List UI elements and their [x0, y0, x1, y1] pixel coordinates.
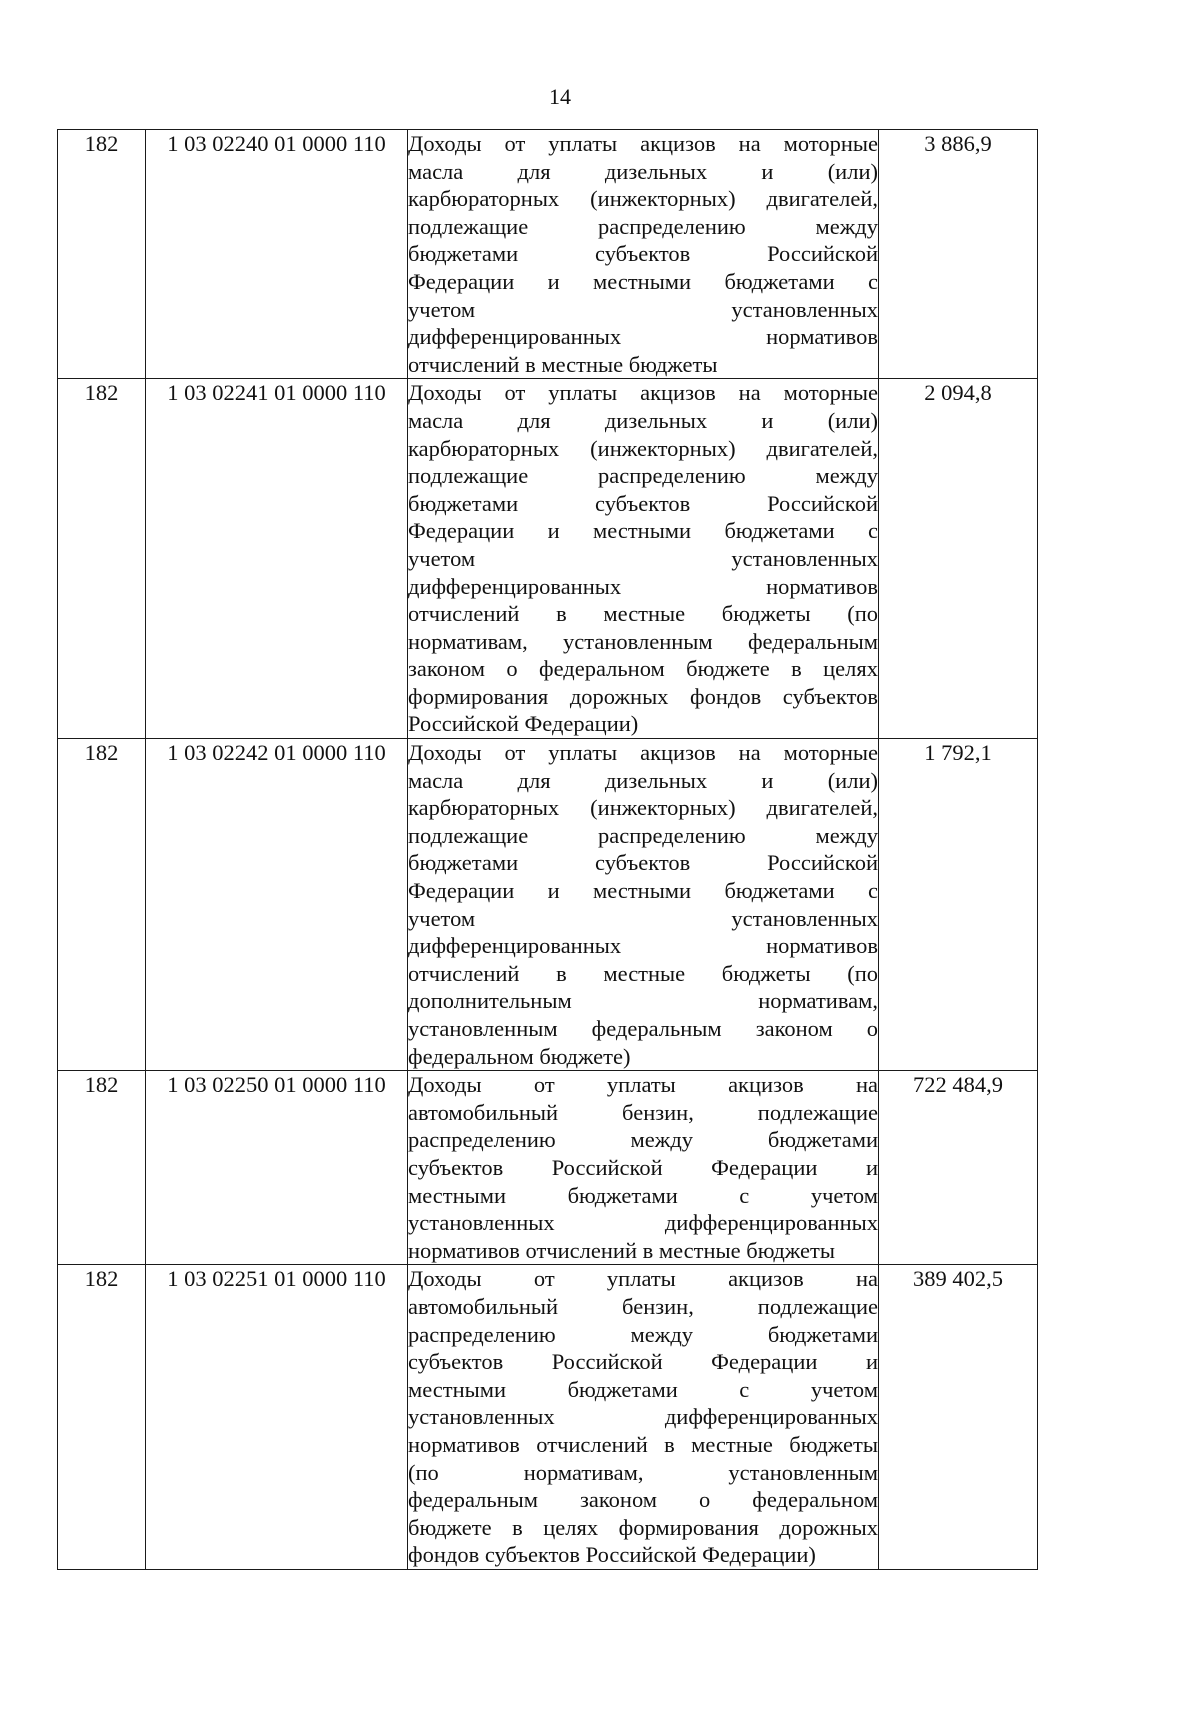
admin-code-cell: 182 [58, 130, 146, 379]
description-line: местными бюджетами с учетом [408, 1376, 878, 1402]
description-line: формирования дорожных фондов субъектов [408, 683, 878, 709]
revenue-description-cell [408, 130, 879, 379]
description-line: дифференцированных нормативов [408, 573, 878, 599]
amount-cell: 2 094,8 [879, 379, 1038, 739]
amount-cell: 389 402,5 [879, 1265, 1038, 1570]
budget-classification-code-cell: 1 03 02240 01 0000 110 [146, 130, 408, 379]
description-line: дифференцированных нормативов [408, 324, 878, 350]
revenue-description-cell [408, 1071, 879, 1265]
revenue-table-body [58, 130, 1038, 1570]
table-row [58, 1071, 1038, 1265]
description-line: субъектов Российской Федерации и [408, 1154, 878, 1180]
description-line: Доходы от уплаты акцизов на моторные [408, 380, 878, 406]
description-line: субъектов Российской Федерации и [408, 1349, 878, 1375]
description-line: Доходы от уплаты акцизов на [408, 1266, 878, 1292]
description-line: отчислений в местные бюджеты [408, 351, 718, 377]
description-line: распределению между бюджетами [408, 1321, 878, 1347]
description-line: Доходы от уплаты акцизов на моторные [408, 740, 878, 766]
description-line: бюджетами субъектов Российской [408, 850, 878, 876]
budget-classification-code-cell: 1 03 02242 01 0000 110 [146, 739, 408, 1071]
revenue-description-cell [408, 739, 879, 1071]
description-line: бюджетами субъектов Российской [408, 490, 878, 516]
admin-code-cell: 182 [58, 1265, 146, 1570]
table-row [58, 130, 1038, 379]
description-line: фондов субъектов Российской Федерации) [408, 1542, 816, 1568]
description-line: карбюраторных (инжекторных) двигателей, [408, 186, 878, 212]
description-line: автомобильный бензин, подлежащие [408, 1293, 878, 1319]
description-line: отчислений в местные бюджеты (по [408, 601, 878, 627]
description-line: дифференцированных нормативов [408, 933, 878, 959]
description-line: Доходы от уплаты акцизов на [408, 1072, 878, 1098]
admin-code-cell: 182 [58, 739, 146, 1071]
description-line: подлежащие распределению между [408, 822, 878, 848]
description-line: автомобильный бензин, подлежащие [408, 1099, 878, 1125]
description-line: распределению между бюджетами [408, 1127, 878, 1153]
description-line: Федерации и местными бюджетами с [408, 878, 878, 904]
revenue-description-cell [408, 1265, 879, 1570]
description-line: федеральном бюджете) [408, 1043, 631, 1069]
amount-cell: 722 484,9 [879, 1071, 1038, 1265]
description-line: карбюраторных (инжекторных) двигателей, [408, 435, 878, 461]
description-line: подлежащие распределению между [408, 463, 878, 489]
description-line: Российской Федерации) [408, 711, 639, 737]
description-line: бюджетами субъектов Российской [408, 241, 878, 267]
description-line: нормативов отчислений в местные бюджеты [408, 1237, 835, 1263]
description-line: бюджете в целях формирования дорожных [408, 1514, 878, 1540]
description-line: учетом установленных [408, 905, 878, 931]
description-line: масла для дизельных и (или) [408, 158, 878, 184]
page-number: 14 [549, 84, 571, 109]
admin-code-cell: 182 [58, 1071, 146, 1265]
description-line: дополнительным нормативам, [408, 988, 878, 1014]
table-row [58, 739, 1038, 1071]
budget-classification-code-cell: 1 03 02251 01 0000 110 [146, 1265, 408, 1570]
admin-code-cell: 182 [58, 379, 146, 739]
description-line: местными бюджетами с учетом [408, 1182, 878, 1208]
description-line: масла для дизельных и (или) [408, 767, 878, 793]
table-row [58, 379, 1038, 739]
description-line: нормативов отчислений в местные бюджеты [408, 1431, 878, 1457]
revenue-description-cell [408, 379, 879, 739]
description-line: установленным федеральным законом о [408, 1016, 878, 1041]
budget-classification-code-cell: 1 03 02250 01 0000 110 [146, 1071, 408, 1265]
description-line: установленных дифференцированных [408, 1210, 878, 1236]
description-line: нормативам, установленным федеральным [408, 628, 878, 654]
amount-cell: 3 886,9 [879, 130, 1038, 379]
description-line: учетом установленных [408, 545, 878, 571]
description-line: установленных дифференцированных [408, 1404, 878, 1430]
description-line: (по нормативам, установленным [408, 1459, 878, 1485]
description-line: подлежащие распределению между [408, 213, 878, 239]
description-line: карбюраторных (инжекторных) двигателей, [408, 795, 878, 821]
description-line: законом о федеральном бюджете в целях [408, 656, 878, 682]
revenue-table [57, 129, 1038, 1570]
budget-classification-code-cell: 1 03 02241 01 0000 110 [146, 379, 408, 739]
description-line: Федерации и местными бюджетами с [408, 518, 878, 544]
description-line: Доходы от уплаты акцизов на моторные [408, 131, 878, 156]
description-line: отчислений в местные бюджеты (по [408, 960, 878, 986]
description-line: учетом установленных [408, 296, 878, 322]
table-row [58, 1265, 1038, 1570]
description-line: масла для дизельных и (или) [408, 407, 878, 433]
description-line: федеральным законом о федеральном [408, 1487, 878, 1513]
amount-cell: 1 792,1 [879, 739, 1038, 1071]
description-line: Федерации и местными бюджетами с [408, 268, 878, 294]
